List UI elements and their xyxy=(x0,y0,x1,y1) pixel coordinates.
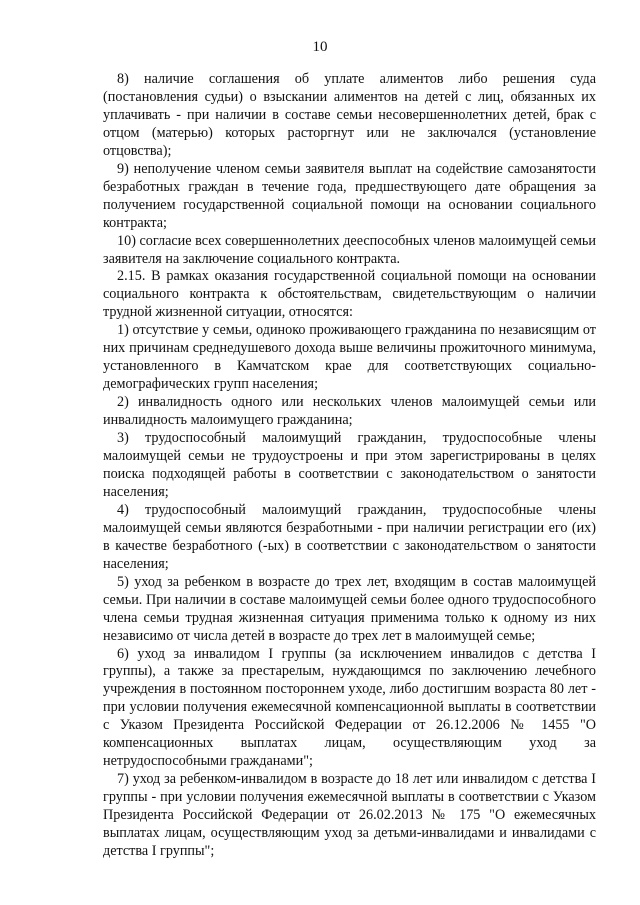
paragraph-circumstance-7: 7) уход за ребенком-инвалидом в возрасте до 18 лет или инвалидом с детства I группы - при условии получения ежемесячной выплаты в соответствии с Указом Президента Российской Федерации от 26.02.2013 № 175 "О ежемесячных выплатах лицам, осуществляющим уход за детьми-инвалидами и инвалидами с детства I группы"; xyxy=(103,771,596,859)
paragraph-circumstance-2: 2) инвалидность одного или нескольких членов малоимущей семьи или инвалидность малоимущего гражданина; xyxy=(103,394,596,429)
paragraph-section-2-15: 2.15. В рамках оказания государственной социальной помощи на основании социального контракта к обстоятельствам, свидетельствующим о наличии трудной жизненной ситуации, относятся: xyxy=(103,268,596,321)
paragraph-circumstance-5: 5) уход за ребенком в возрасте до трех лет, входящим в состав малоимущей семьи. При наличии в составе малоимущей семьи более одного трудоспособного члена семьи трудная жизненная ситуация применима только к одному из них независимо от числа детей в возрасте до трех лет в малоимущей семье; xyxy=(103,573,596,644)
paragraph-circumstance-4: 4) трудоспособный малоимущий гражданин, трудоспособные члены малоимущей семьи являются безработными - при наличии регистрации его (их) в качестве безработного (-ых) в соответствии с законодательством о занятости населения; xyxy=(103,501,596,572)
paragraph-item-9: 9) неполучение членом семьи заявителя выплат на содействие самозанятости безработных граждан в течение года, предшествующего дате обращения за получением государственной социальной помощи на основании социального контракта; xyxy=(103,160,596,231)
paragraph-item-8: 8) наличие соглашения об уплате алиментов либо решения суда (постановления судьи) о взыскании алиментов на детей с лиц, обязанных их уплачивать - при наличии в составе семьи несовершеннолетних детей, брак с отцом (матерью) которых расторгнут или не заключался (установление отцовства); xyxy=(103,71,596,159)
paragraph-circumstance-6: 6) уход за инвалидом I группы (за исключением инвалидов с детства I группы), а также за престарелым, нуждающимся по заключению лечебного учреждения в постоянном постороннем уходе, либо достигшим возраста 80 лет - при условии получения ежемесячной компенсационной выплаты в соответствии с Указом Президента Российской Федерации от 26.12.2006 № 1455 "О компенсационных выплатах лицам, осуществляющим уход за нетрудоспособными гражданами"; xyxy=(103,645,596,770)
page-number: 10 xyxy=(312,39,328,55)
paragraph-circumstance-3: 3) трудоспособный малоимущий гражданин, трудоспособные члены малоимущей семьи не трудоустроены и при этом зарегистрированы в целях поиска подходящей работы в соответствии с законодательством о занятости населения; xyxy=(103,430,596,500)
paragraph-item-10: 10) согласие всех совершеннолетних дееспособных членов малоимущей семьи заявителя на заключение социального контракта. xyxy=(103,232,596,267)
document-body xyxy=(103,71,596,861)
paragraph-circumstance-1: 1) отсутствие у семьи, одиноко проживающего гражданина по независящим от них причинам среднедушевого дохода выше величины прожиточного минимума, установленного в Камчатском крае для соответствующих социально-демографических групп населения; xyxy=(103,322,596,393)
